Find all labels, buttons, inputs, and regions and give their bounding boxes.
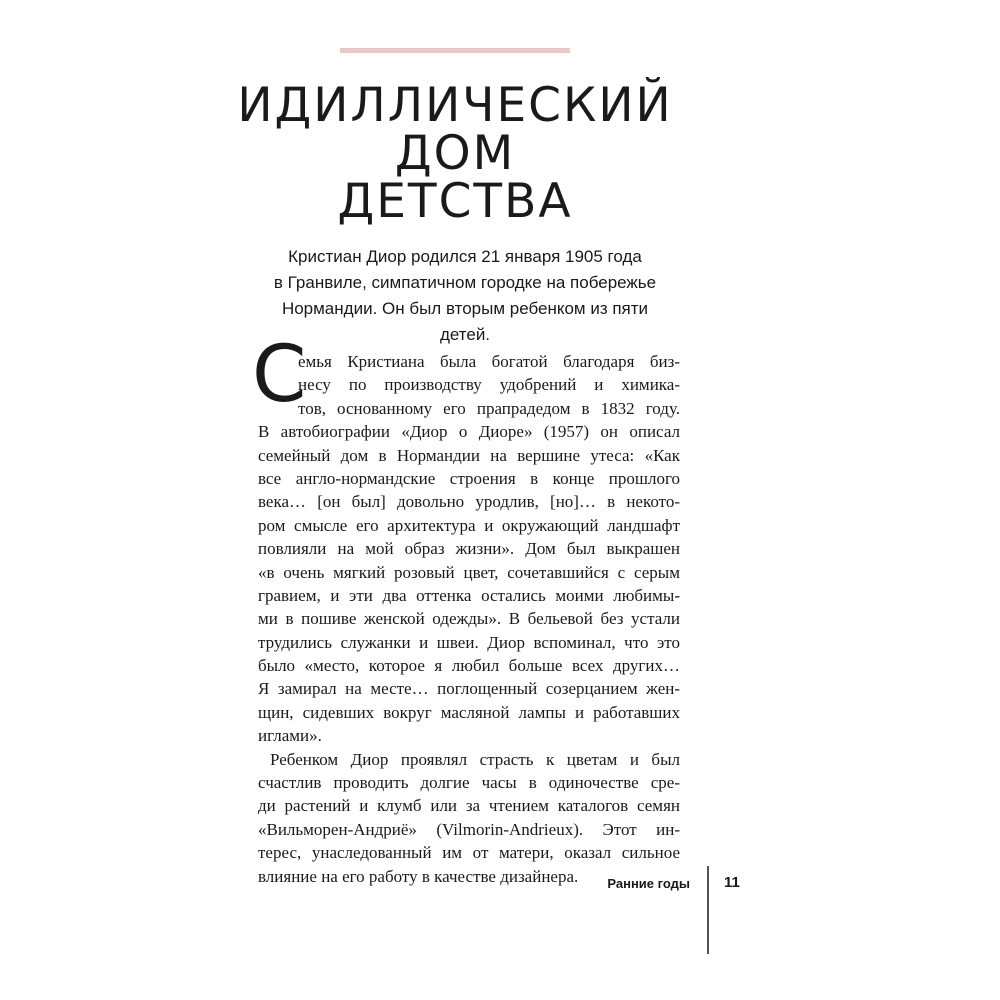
text-line: трудились служанки и швеи. Диор вспоминал, что это: [258, 632, 680, 652]
text-line: ми в пошиве женской одежды». В бельевой без устали: [258, 609, 680, 629]
text-line: Я замирал на месте… поглощенный созерцанием жен-: [258, 679, 680, 699]
text-line: все англо-нормандские строения в конце прошлого: [258, 468, 680, 488]
text-line: ром смысле его архитектура и окружающий ландшафт: [258, 515, 680, 535]
text-line: повлияли на мой образ жизни». Дом был выкрашен: [258, 539, 680, 559]
text-line: ди растений и клумб или за чтением каталогов семян: [258, 796, 680, 816]
text-line: счастлив проводить долгие часы в одиночестве сре-: [258, 773, 680, 793]
text-line: «в очень мягкий розовый цвет, сочетавшийся с серым: [258, 562, 680, 582]
running-footer-section: Ранние годы: [607, 876, 690, 891]
lead-line: в Гранвиле, симпатичном городке на побережье: [273, 273, 657, 292]
text-line: иглами».: [258, 726, 322, 746]
body-text: [252, 330, 680, 888]
text-line: было «место, которое я любил больше всех других…: [258, 656, 680, 676]
lead-line: Кристиан Диор родился 21 января 1905 года: [288, 247, 642, 266]
text-line: семейный дом в Нормандии на вершине утеса: «Как: [258, 445, 680, 465]
text-line: гравием, и эти два оттенка остались моими любимы-: [258, 585, 680, 605]
footer-divider: [707, 866, 709, 954]
chapter-title: [200, 78, 710, 229]
text-line: «Вильморен-Андриё» (Vilmorin-Andrieux). Этот ин-: [258, 819, 680, 839]
lead-paragraph: [255, 244, 675, 348]
text-line: щин, сидевших вокруг масляной лампы и работавших: [258, 702, 680, 722]
text-line: Ребенком Диор проявлял страсть к цветам и был: [270, 749, 680, 769]
text-line: В автобиографии «Диор о Диоре» (1957) он описал: [258, 422, 680, 442]
chapter-title-line: ДОМ: [394, 126, 516, 181]
text-line: века… [он был] довольно уродлив, [но]… в некото-: [258, 492, 680, 512]
chapter-title-line: ДЕТСТВА: [337, 174, 573, 229]
body-paragraph-2: [258, 748, 680, 888]
lead-line: Нормандии. Он был вторым ребенком из пяти детей.: [281, 299, 649, 344]
accent-bar: [340, 48, 570, 53]
page-number: 11: [724, 874, 740, 891]
drop-cap: С: [252, 330, 307, 420]
text-line: влияние на его работу в качестве дизайнера.: [258, 866, 579, 886]
text-line: несу по производству удобрений и химика-: [298, 375, 680, 395]
text-line: тов, основанному его прапрадедом в 1832 году.: [298, 398, 680, 418]
text-line: терес, унаследованный им от матери, оказал сильное: [258, 843, 680, 863]
body-paragraph-1: [258, 350, 680, 748]
chapter-title-line: ИДИЛЛИЧЕСКИЙ: [237, 78, 673, 133]
text-line: емья Кристиана была богатой благодаря биз-: [298, 352, 680, 371]
